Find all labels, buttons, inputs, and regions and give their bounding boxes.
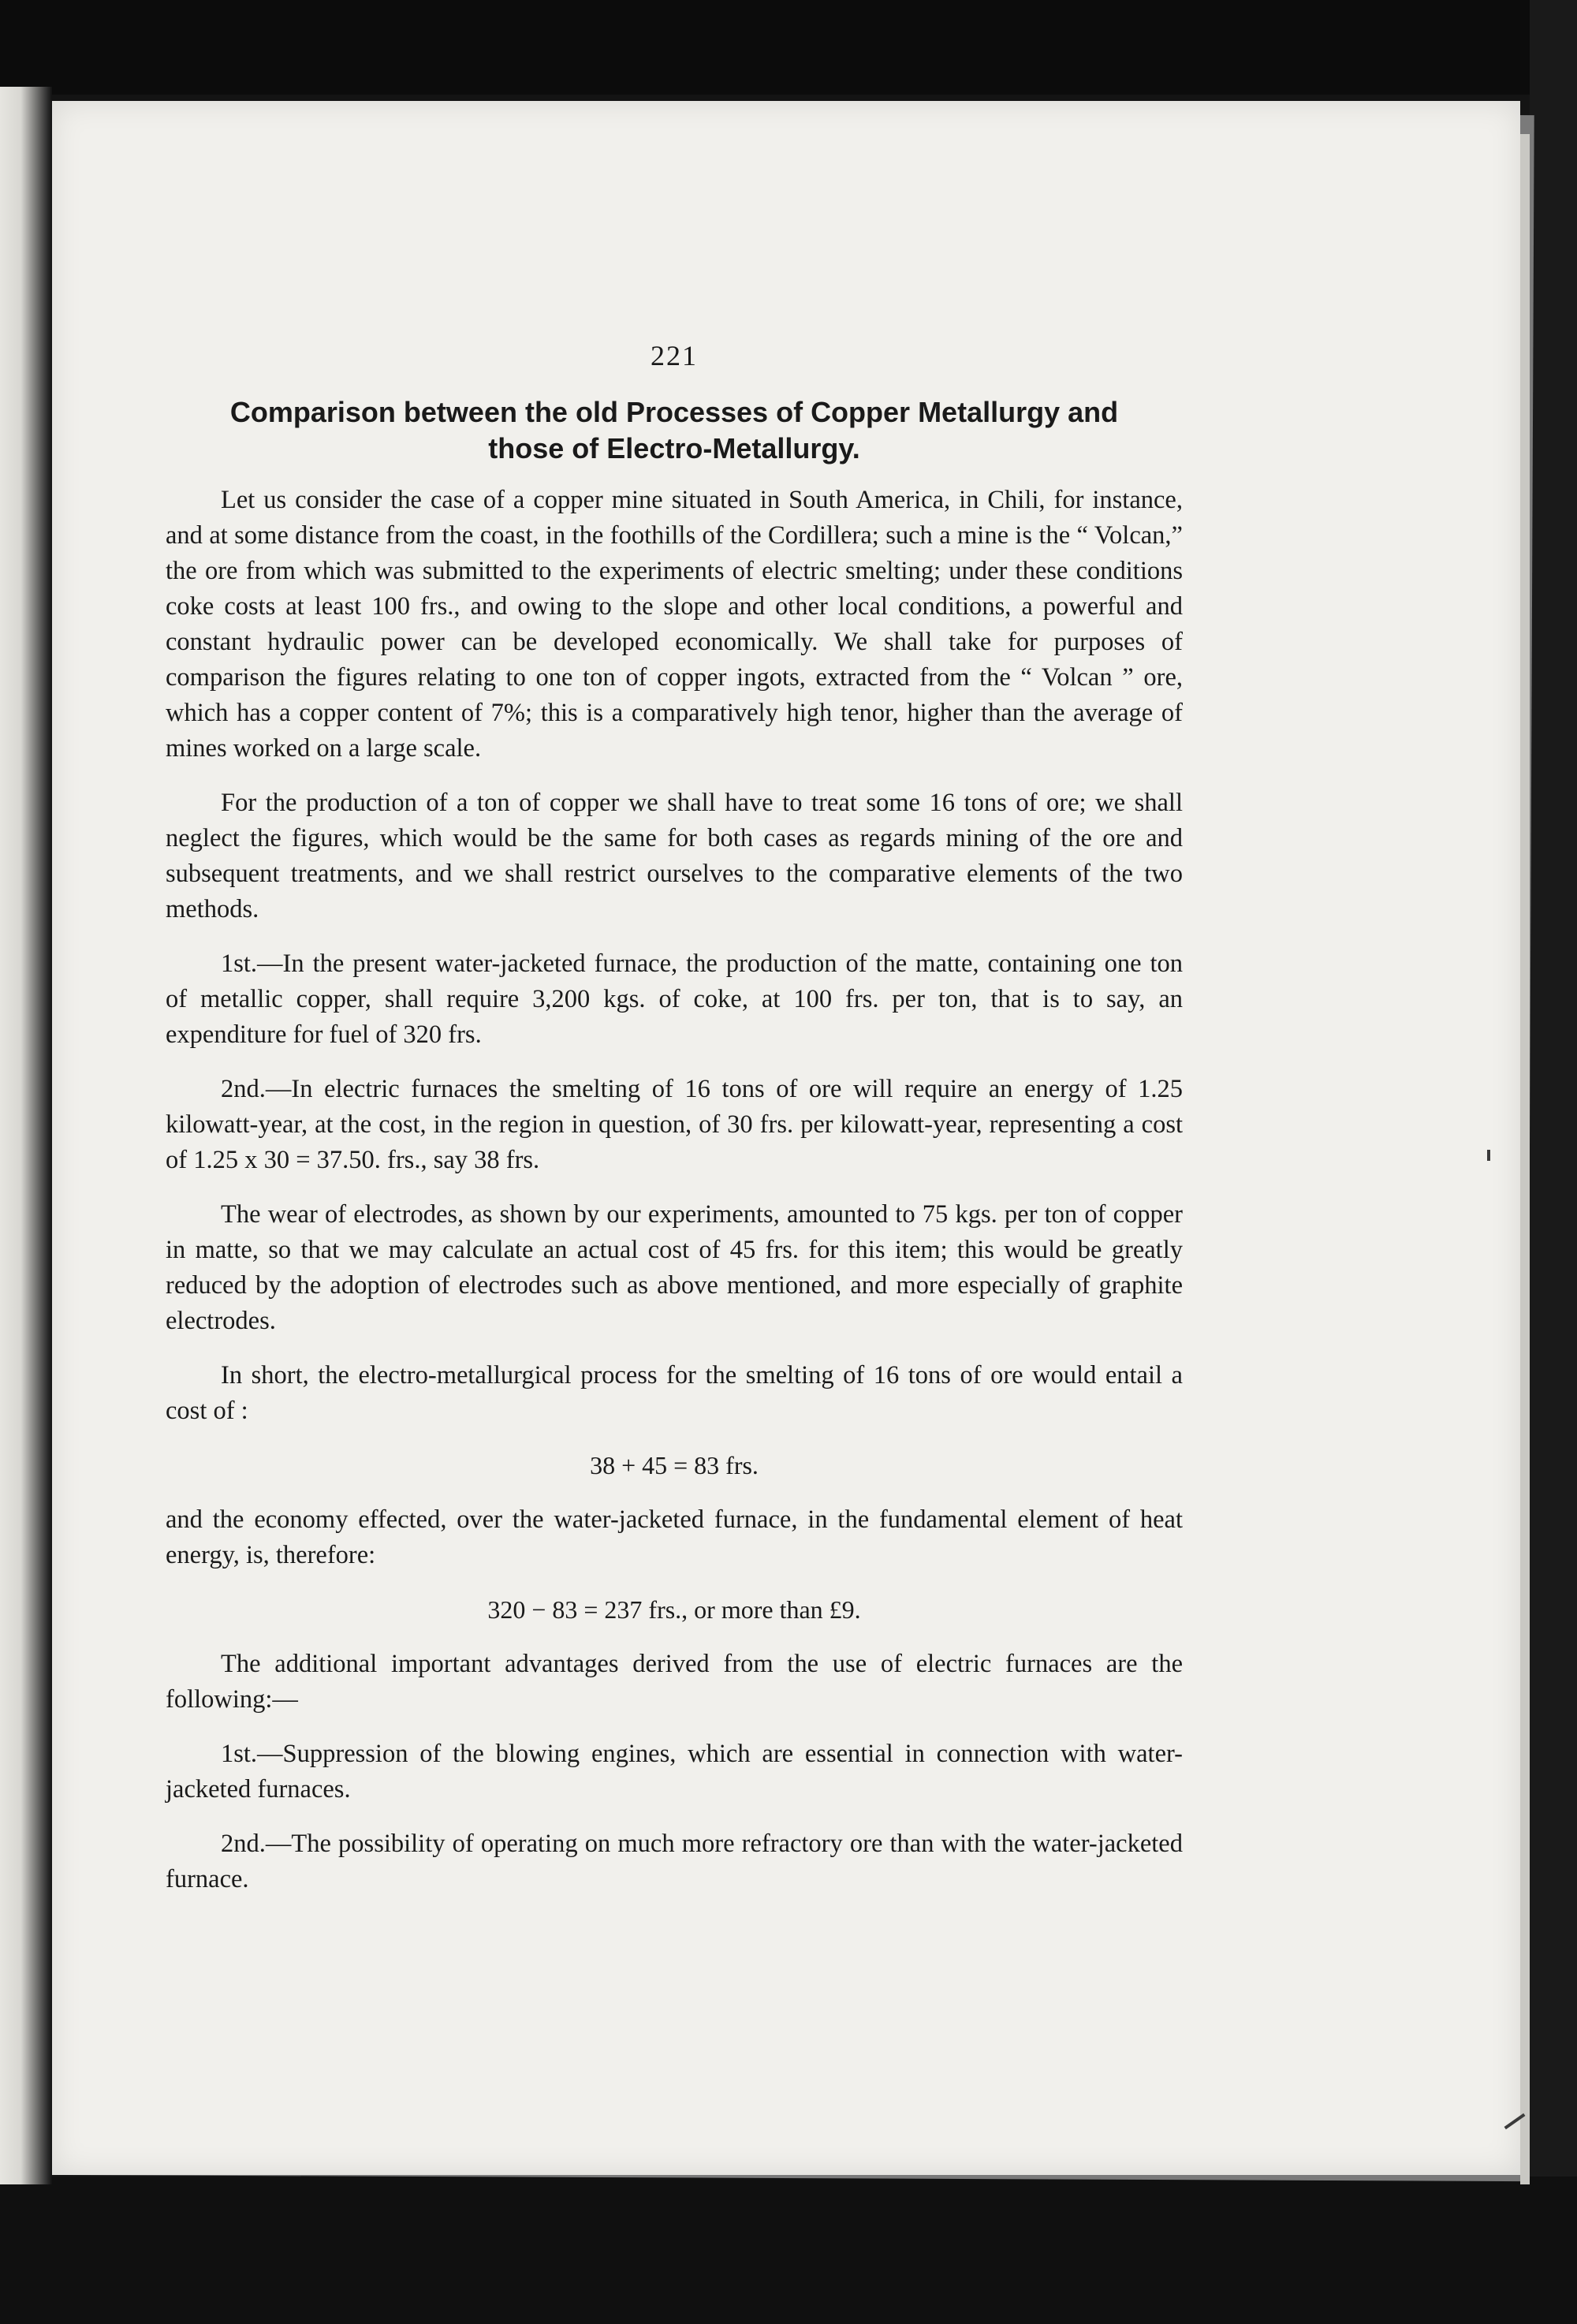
paragraph-first-water-jacketed: 1st.—In the present water-jacketed furnace, the production of the matte, containing one ton of metallic copper, shall require 3,200 kgs. of coke, at 100 frs. per ton, that is to say, an expenditure for fuel of 320 frs. xyxy=(166,949,1183,1049)
page-right-strip xyxy=(1520,134,1530,2184)
scan-backdrop-bottom xyxy=(0,2177,1577,2324)
paragraph-second-electric: 2nd.—In electric furnaces the smelting of 16 tons of ore will require an energy of 1.25 kilowatt-year, at the cost, in the region in question, of 30 frs. per kilowatt-year, representing a cost of 1.25 x 30 = 37.50. frs., say 38 frs. xyxy=(166,1075,1183,1174)
paragraph-production: For the production of a ton of copper we shall have to treat some 16 tons of ore; we shall neglect the figures, which would be the same for both cases as regards mining of the ore and subsequent treatments, and we shall restrict ourselves to the comparative elements of the two methods. xyxy=(166,789,1183,923)
page-left-edge xyxy=(0,87,52,2184)
scan-backdrop-right xyxy=(1530,0,1577,2324)
paragraph-economy: and the economy effected, over the water-jacketed furnace, in the fundamental element of heat energy, is, therefore: xyxy=(166,1505,1183,1569)
scan-backdrop-top xyxy=(0,0,1577,95)
paragraph-advantages: The additional important advantages derived from the use of electric furnaces are the following:— xyxy=(166,1650,1183,1714)
page-number: 221 xyxy=(651,340,698,371)
title-line-1: Comparison between the old Processes of Copper Metallurgy and xyxy=(229,396,1119,428)
formula-cost: 38 + 45 = 83 frs. xyxy=(590,1451,759,1479)
scan-speck xyxy=(1487,1150,1490,1161)
paragraph-volcan-mine: Let us consider the case of a copper mine situated in South America, in Chili, for instance, and at some distance from the coast, in the foothills of the Cordillera; such a mine is the “ Volcan,” the ore from which was submitted to the experiments of electric smelting; under these conditions coke costs at least 100 frs., and owing to the slope and other local conditions, a powerful and constant hydraulic power can be developed economically. We shall take for purposes of comparison the figures relating to one ton of copper ingots, extracted from the “ Volcan ” ore, which has a copper content of 7%; this is a comparatively high tenor, higher than the average of mines worked on a large scale. xyxy=(166,486,1183,763)
formula-economy: 320 − 83 = 237 frs., or more than £9. xyxy=(487,1595,861,1624)
page-content xyxy=(166,339,1183,1916)
paragraph-in-short: In short, the electro-metallurgical process for the smelting of 16 tons of ore would entail a cost of : xyxy=(166,1361,1183,1425)
title-line-2: those of Electro-Metallurgy. xyxy=(488,432,860,464)
paragraph-advantage-second: 2nd.—The possibility of operating on much more refractory ore than with the water-jacketed furnace. xyxy=(166,1830,1183,1893)
page-title xyxy=(166,394,1183,467)
paragraph-electrode-wear: The wear of electrodes, as shown by our experiments, amounted to 75 kgs. per ton of copper in matte, so that we may calculate an actual cost of 45 frs. for this item; this would be greatly reduced by the adoption of electrodes such as above mentioned, and more especially of graphite electrodes. xyxy=(166,1200,1183,1335)
paragraph-advantage-first: 1st.—Suppression of the blowing engines, which are essential in connection with water-jacketed furnaces. xyxy=(166,1740,1183,1804)
